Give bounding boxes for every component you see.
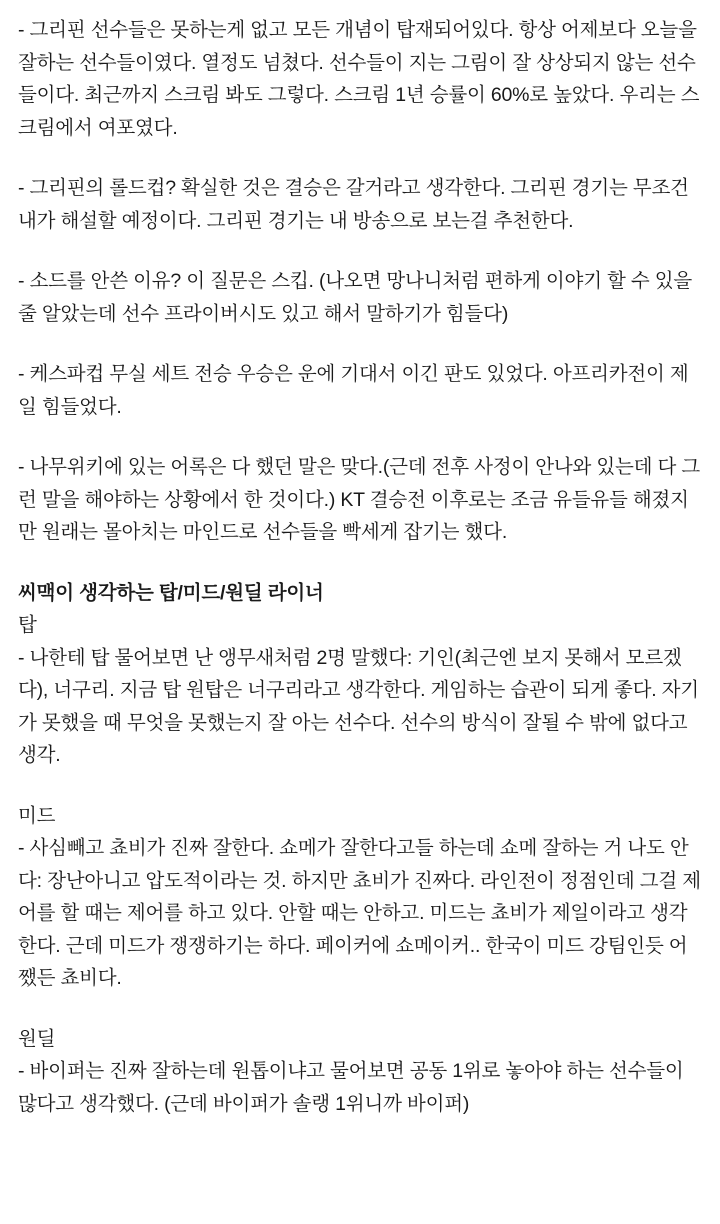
subsection-label: 미드 [18, 804, 56, 827]
subsection-body: - 바이퍼는 진짜 잘하는데 원톱이냐고 물어보면 공동 1위로 놓아야 하는 선수들이 많다고 생각했다. (근데 바이퍼가 솔랭 1위니까 바이퍼) [18, 1060, 684, 1115]
paragraph: - 소드를 안쓴 이유? 이 질문은 스킵. (나오면 망나니처럼 편하게 이야기 할 수 있을 줄 알았는데 선수 프라이버시도 있고 해서 말하기가 힘들다) [18, 270, 693, 325]
paragraph: - 케스파컵 무실 세트 전승 우승은 운에 기대서 이긴 판도 있었다. 아프리카전이 제일 힘들었다. [18, 363, 689, 418]
section-adc [18, 1023, 702, 1121]
section-top [18, 577, 702, 772]
paragraph: - 나무위키에 있는 어록은 다 했던 말은 맞다.(근데 전후 사정이 안나와 있는데 다 그런 말을 해야하는 상황에서 한 것이다.) KT 결승전 이후로는 조금 유들유들 해졌지만 원래는 몰아치는 마인드로 선수들을 빡세게 잡기는 했다. [18, 456, 701, 543]
paragraph: - 그리핀 선수들은 못하는게 없고 모든 개념이 탑재되어있다. 항상 어제보다 오늘을 잘하는 선수들이였다. 열정도 넘쳤다. 선수들이 지는 그림이 잘 상상되지 않는 선수들이다. 최근까지 스크림 봐도 그렇다. 스크림 1년 승률이 60%로 높았다. 우리는 스크림에서 여포였다. [18, 19, 700, 139]
subsection-body: - 나한테 탑 물어보면 난 앵무새처럼 2명 말했다: 기인(최근엔 보지 못해서 모르겠다), 너구리. 지금 탑 원탑은 너구리라고 생각한다. 게임하는 습관이 되게 좋다. 자기가 못했을 때 무엇을 못했는지 잘 아는 선수다. 선수의 방식이 잘될 수 밖에 없다고 생각. [18, 646, 699, 766]
subsection-label: 탑 [18, 614, 37, 636]
section-mid [18, 800, 702, 995]
section-title: 씨맥이 생각하는 탑/미드/원딜 라이너 [18, 581, 324, 604]
paragraph: - 그리핀의 롤드컵? 확실한 것은 결승은 갈거라고 생각한다. 그리핀 경기는 무조건 내가 해설할 예정이다. 그리핀 경기는 내 방송으로 보는걸 추천한다. [18, 177, 689, 232]
subsection-label: 원딜 [18, 1027, 56, 1050]
subsection-body: - 사심빼고 쵸비가 진짜 잘한다. 쇼메가 잘한다고들 하는데 쇼메 잘하는 거 나도 안다: 장난아니고 압도적이라는 것. 하지만 쵸비가 진짜다. 라인전이 정점인데 그걸 제어를 할 때는 제어를 하고 있다. 안할 때는 안하고. 미드는 쵸비가 제일이라고 생각한다. 근데 미드가 쟁쟁하기는 하다. 페이커에 쇼메이커.. 한국이 미드 강팀인듯 어쨌든 쵸비다. [18, 837, 701, 989]
